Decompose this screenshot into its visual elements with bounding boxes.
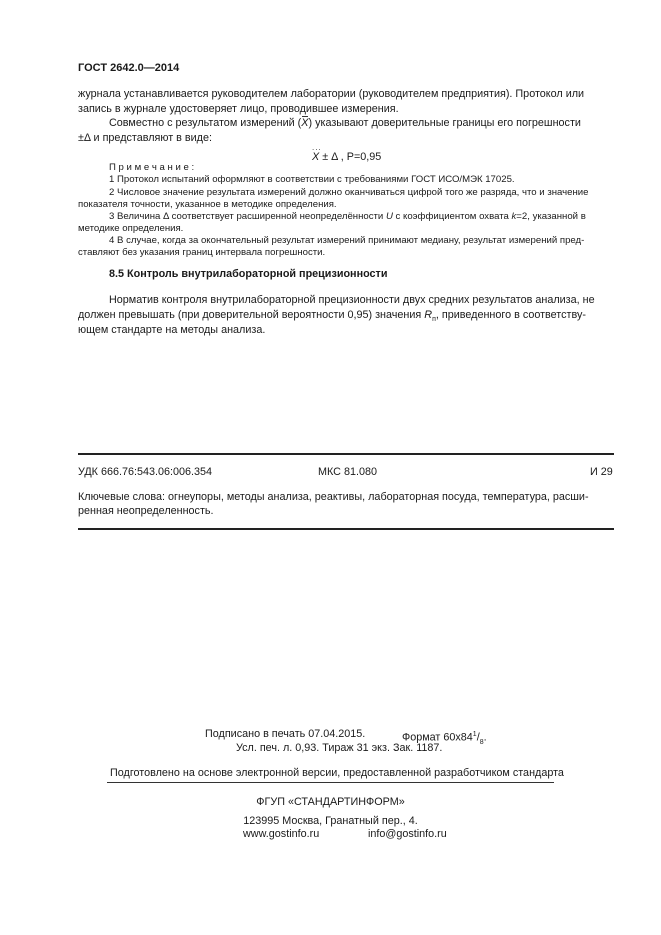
text-segment: Формат 60х84 [402, 731, 473, 744]
udk-code: УДК 666.76:543.06:006.354 [78, 466, 213, 478]
publisher-name: ФГУП «СТАНДАРТИНФОРМ» [256, 796, 405, 808]
classification-code: И 29 [590, 466, 613, 478]
text-segment: должен превышать (при доверительной вероятности 0,95) значения [78, 309, 425, 321]
text-segment: ) указывают доверительные границы его погрешности [308, 117, 581, 129]
publisher-email[interactable]: info@gostinfo.ru [368, 828, 447, 840]
text-segment: . [483, 731, 487, 744]
text-segment: Совместно с результатом измерений ( [109, 117, 302, 129]
mks-code: МКС 81.080 [318, 466, 377, 478]
note-item: показателя точности, указанное в методике определения. [78, 199, 337, 210]
paragraph-line: Норматив контроля внутрилабораторной прецизионности двух средних результатов анализа, не [109, 294, 595, 306]
text-segment: =2, указанной в [516, 211, 586, 222]
imprint-divider [107, 782, 554, 783]
imprint-format: Формат $60х84^1/_8$. [402, 731, 487, 746]
text-segment: с коэффициентом охвата [392, 211, 512, 222]
note-item: 1 Протокол испытаний оформляют в соответствии с требованиями ГОСТ ИСО/МЭК 17025. [109, 174, 515, 185]
imprint-details: Усл. печ. л. 0,93. Тираж 31 экз. Зак. 1187. [236, 742, 443, 754]
symbol-subscript: п [432, 316, 436, 324]
paragraph-line: ющем стандарте на методы анализа. [78, 324, 266, 336]
note-item: 2 Числовое значение результата измерений должно оканчиваться цифрой того же разряда, что и значение [109, 187, 589, 198]
fraction-denominator: 8 [479, 738, 484, 746]
note-item: 4 В случае, когда за окончательный результат измерений принимают медиану, результат измерений пред- [109, 235, 585, 246]
publisher-website[interactable]: www.gostinfo.ru [243, 828, 320, 840]
keywords-line: ренная неопределенность. [78, 505, 214, 517]
symbol-R: R [424, 309, 433, 321]
section-title: 8.5 Контроль внутрилабораторной прецизионности [109, 268, 388, 280]
formula [312, 150, 381, 165]
formula-symbol: X [312, 151, 320, 163]
fraction-numerator: 1 [472, 731, 477, 738]
keywords-line: Ключевые слова: огнеупоры, методы анализа, реактивы, лабораторная посуда, температура, расши- [78, 491, 589, 503]
paragraph-line: журнала устанавливается руководителем лаборатории (руководителем предприятия). Протокол или [78, 88, 585, 100]
formula-text: ± Δ , P=0,95 [319, 151, 382, 163]
formula-accent-dots: ... [312, 143, 322, 152]
document-header: ГОСТ 2642.0—2014 [78, 62, 180, 74]
divider-bottom [78, 528, 614, 530]
x-mean-symbol: X [301, 117, 309, 129]
note-item: методике определения. [78, 223, 184, 234]
publisher-address: 123995 Москва, Гранатный пер., 4. [243, 815, 418, 827]
note-title: П р и м е ч а н и е : [109, 162, 195, 173]
imprint-signed: Подписано в печать 07.04.2015. [205, 728, 366, 740]
divider-top [78, 453, 614, 455]
text-segment: , приведенного в соответству- [435, 309, 586, 321]
imprint-prepared: Подготовлено на основе электронной версии, предоставленной разработчиком стандарта [110, 767, 564, 779]
text-segment: 3 Величина Δ соответствует расширенной неопределённости [109, 211, 386, 222]
symbol-k: k [511, 211, 517, 222]
symbol-U: U [385, 211, 393, 222]
paragraph-line: запись в журнале удостоверяет лицо, проводившее измерения. [78, 103, 399, 115]
paragraph-line: ±Δ и представляют в виде: [78, 132, 212, 144]
paragraph-line [109, 116, 581, 131]
note-item: ставляют без указания границ интервала погрешности. [78, 247, 326, 258]
